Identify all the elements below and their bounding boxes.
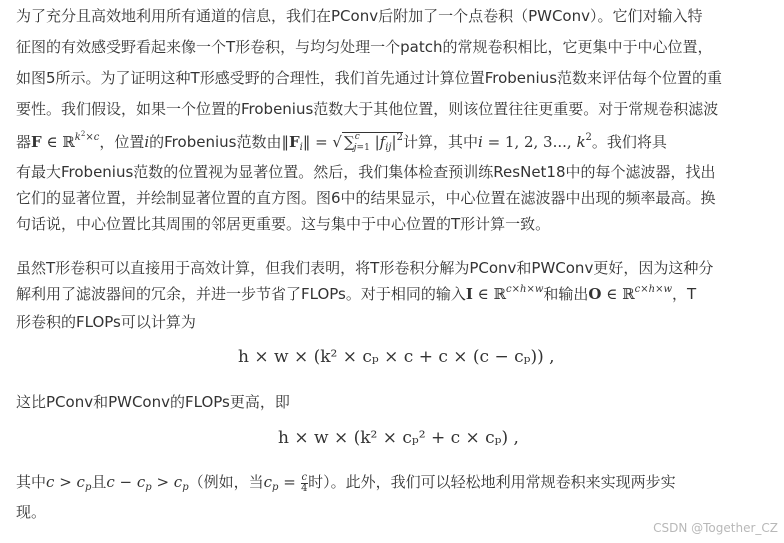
p4-l1-d: 时）。此外，我们可以轻松地利用常规卷积来实现两步实 [308, 473, 676, 491]
equation-1: h × w × (k² × cₚ × c + c × (c − cₚ)) , [238, 347, 555, 367]
p1-line-7: 它们的显著位置，并绘制显著位置的直方图。图6中的结果显示，中心位置在滤波器中出现的频率最高。换 [16, 189, 716, 207]
p1-line-4: 要性。我们假设，如果一个位置的Frobenius范数大于其他位置，则该位置往往更重要。对于常规卷积滤波 [16, 100, 719, 118]
p1-line-6: 有最大Frobenius范数的位置视为显著位置。然后，我们集体检查预训练ResNet18中的每个滤波器，找出 [16, 163, 716, 181]
formula-i: i [144, 133, 150, 151]
p2-line-3: 形卷积的FLOPs可以计算为 [16, 313, 196, 331]
p3-line-1: 这比PConv和PWConv的FLOPs更高，即 [16, 393, 290, 411]
p1-l5-c: 的Frobenius范数由 [149, 133, 282, 151]
p1-l5-d: 计算，其中 [402, 133, 478, 151]
formula-frobenius: $‖F_i‖$ = √ ∑$^c_{j=1}$ $|f_{ij}|^2$ [281, 132, 403, 153]
p4-l1-c: （例如，当 [188, 473, 264, 491]
p4-l1-a: 其中 [16, 473, 47, 491]
formula-filter: F ∈ ℝ$^{k^2\times c}$ [31, 130, 100, 151]
p4-l1-b: 且 [91, 473, 107, 491]
p4-line-2: 现。 [16, 503, 47, 521]
formula-cond-2: $c - c_p > c_p$ [106, 473, 189, 493]
p4-line-1 [16, 472, 676, 498]
formula-example: $c_p$ = $\frac{c}{4}$ [263, 471, 308, 494]
p1-line-5 [16, 128, 667, 156]
p1-line-8: 句话说，中心位置比其周围的邻居更重要。这与集中于中心位置的T形计算一致。 [16, 215, 551, 233]
p1-line-2: 征图的有效感受野看起来像一个T形卷积，与均匀处理一个patch的常规卷积相比，它更集中于中心位置， [16, 38, 713, 56]
p2-line-2 [16, 284, 696, 306]
p1-l5-a: 器 [16, 133, 32, 151]
formula-range: i = 1, 2, 3..., $k^2$ [477, 132, 592, 151]
watermark-text: CSDN @Together_CZ [653, 521, 778, 535]
p2-l2-a: 解利用了滤波器间的冗余，并进一步节省了FLOPs。对于相同的输入 [16, 285, 466, 303]
p1-line-1: 为了充分且高效地利用所有通道的信息，我们在PConv后附加了一个点卷积（PWConv）。它们对输入特 [16, 7, 703, 25]
formula-cond-1: $c > c_p$ [46, 473, 92, 493]
p1-l5-b: ，位置 [99, 133, 145, 151]
p2-line-1: 虽然T形卷积可以直接用于高效计算，但我们表明，将T形卷积分解为PConv和PWConv更好，因为这种分 [16, 259, 714, 277]
p2-l2-b: 和输出 [543, 285, 589, 303]
equation-2: h × w × (k² × cₚ² + c × cₚ) , [278, 428, 519, 448]
p1-line-3: 如图5所示。为了证明这种T形感受野的合理性，我们首先通过计算位置Frobenius范数来评估每个位置的重 [16, 69, 723, 87]
p1-l5-e: 。我们将具 [591, 133, 667, 151]
formula-input: I ∈ ℝ$^{c\times h\times w}$ [465, 284, 544, 303]
p2-l2-c: ，T [672, 285, 697, 303]
formula-output: O ∈ ℝ$^{c\times h\times w}$ [588, 284, 673, 303]
